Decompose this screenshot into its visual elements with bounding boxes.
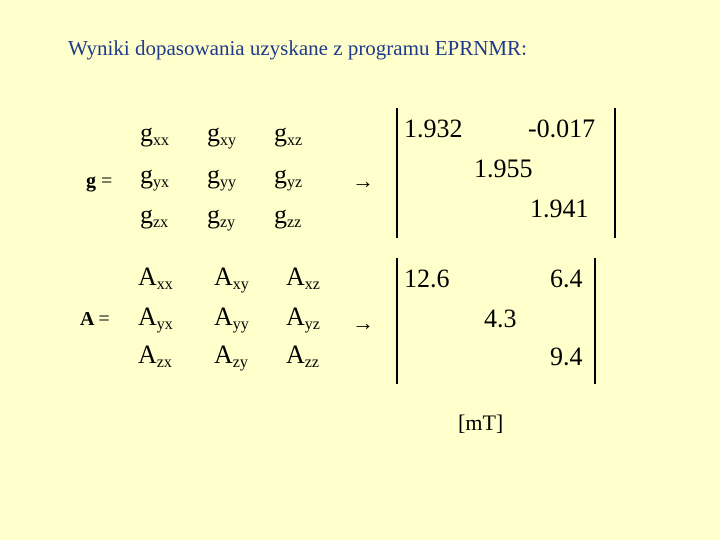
a-equals: =: [98, 308, 110, 330]
a-element-yy: $A_{yy}$: [214, 302, 249, 333]
g-arrow-icon: →: [352, 168, 374, 193]
g-value-xx: 1.932: [404, 114, 463, 143]
g-element-zz: $g_{zz}$: [274, 200, 302, 231]
g-label: [86, 170, 112, 193]
g-element-yx: $g_{yx}$: [140, 160, 169, 191]
g-element-yy: $g_{yy}$: [207, 160, 236, 191]
g-value-yy: 1.955: [474, 154, 533, 183]
a-value-xx: 12.6: [404, 264, 450, 293]
a-element-yz: $A_{yz}$: [286, 302, 320, 333]
a-symbol: A: [80, 308, 94, 330]
a-element-xy: $A_{xy}$: [214, 262, 249, 293]
g-element-xz: $g_{xz}$: [274, 118, 303, 149]
a-value-zz: 9.4: [550, 342, 583, 371]
a-element-yx: $A_{yx}$: [138, 302, 173, 333]
g-symbol: g: [86, 170, 96, 192]
a-label: [80, 308, 110, 331]
g-value-xz: -0.017: [528, 114, 596, 143]
page-title: Wyniki dopasowania uzyskane z programu EPRNMR:: [68, 36, 527, 60]
a-element-zz: $A_{zz}$: [286, 340, 319, 371]
unit-label: [mT]: [458, 410, 504, 435]
g-value-zz: 1.941: [530, 194, 589, 223]
a-element-xx: $A_{xx}$: [138, 262, 173, 293]
g-element-zy: $g_{zy}$: [207, 200, 236, 231]
g-element-zx: $g_{zx}$: [140, 200, 169, 231]
a-element-zx: $A_{zx}$: [138, 340, 172, 371]
a-element-xz: $A_{xz}$: [286, 262, 320, 293]
g-equals: =: [101, 170, 113, 192]
a-arrow-icon: →: [352, 310, 374, 335]
a-element-zy: $A_{zy}$: [214, 340, 248, 371]
g-element-xx: $g_{xx}$: [140, 118, 169, 149]
a-value-yy: 4.3: [484, 304, 517, 333]
a-value-xz: 6.4: [550, 264, 583, 293]
g-element-yz: $g_{yz}$: [274, 160, 303, 191]
g-element-xy: $g_{xy}$: [207, 118, 236, 149]
